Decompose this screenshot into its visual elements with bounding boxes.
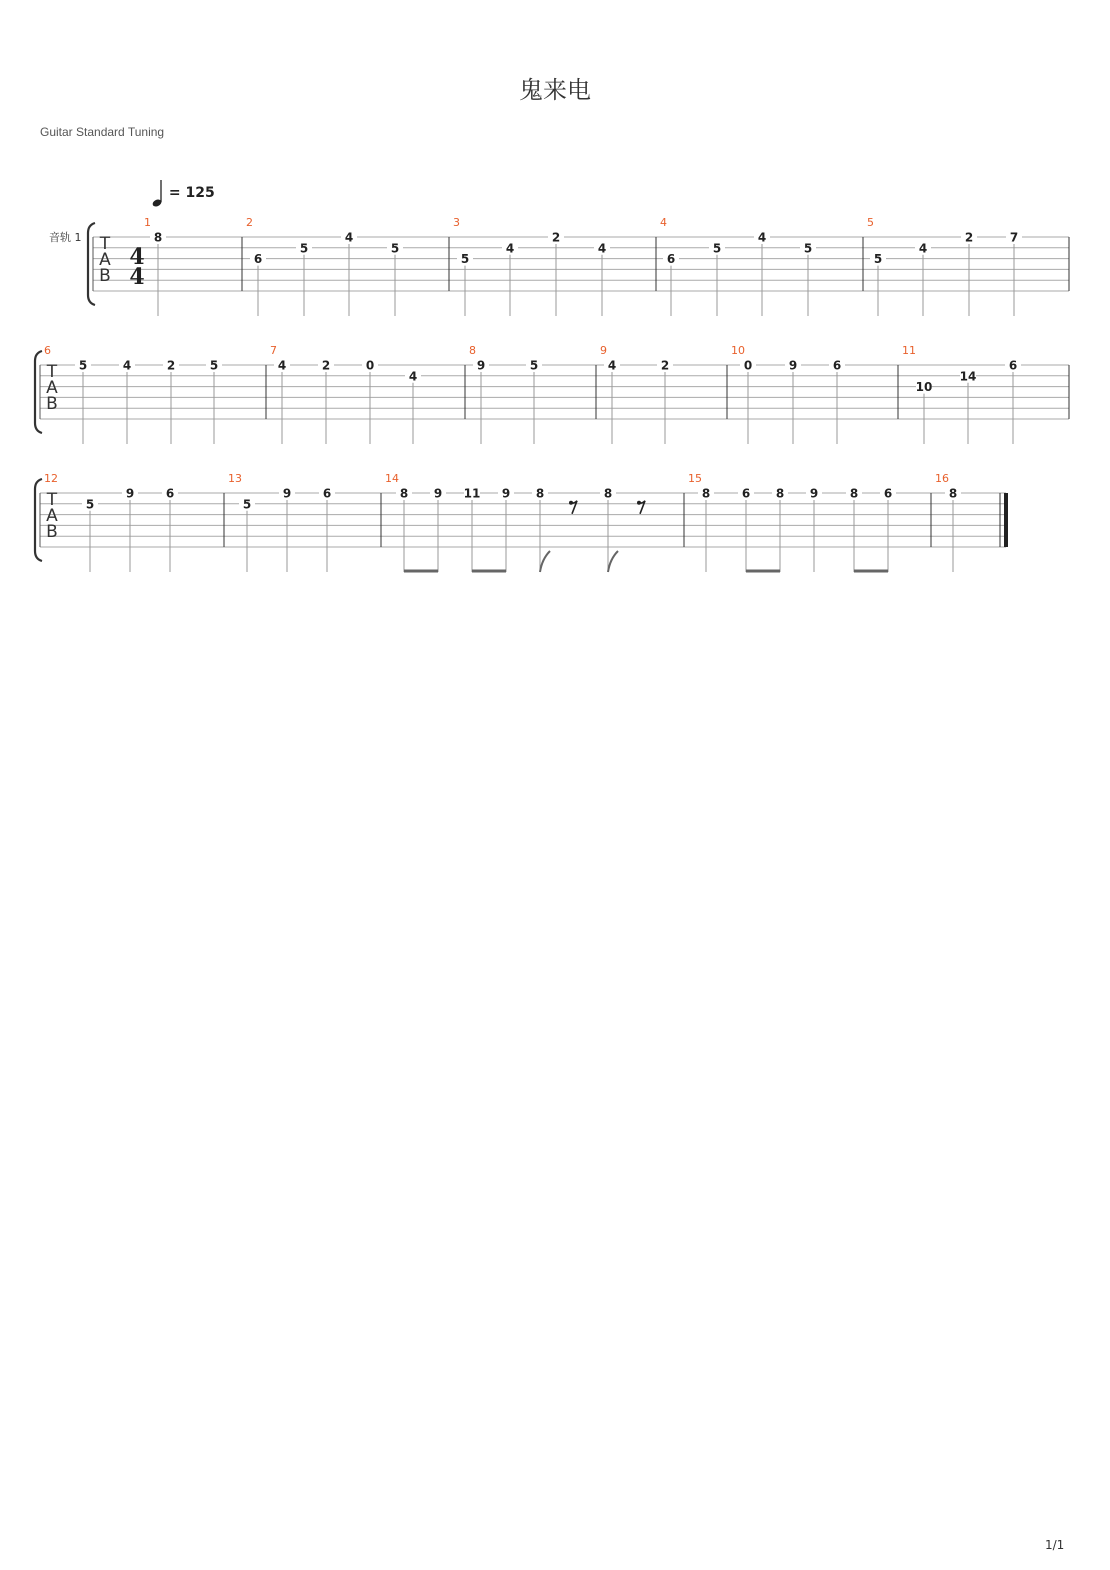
fret-number: 2 [551, 230, 561, 245]
fret-number: 6 [832, 358, 842, 373]
note-flag [540, 551, 550, 572]
tab-clef-letter: A [46, 506, 58, 526]
time-signature-top: 4 [129, 244, 145, 270]
fret-number: 8 [849, 486, 859, 501]
fret-number: 4 [757, 230, 767, 245]
measure-number: 8 [469, 344, 476, 357]
fret-number: 6 [883, 486, 893, 501]
measure-number: 4 [660, 216, 667, 229]
fret-number: 5 [529, 358, 539, 373]
fret-number: 8 [775, 486, 785, 501]
fret-number: 8 [948, 486, 958, 501]
fret-number: 5 [299, 241, 309, 256]
fret-number: 6 [165, 486, 175, 501]
tab-clef-letter: T [46, 362, 58, 382]
measure-number: 5 [867, 216, 874, 229]
track-name: 音轨 1 [49, 231, 82, 244]
fret-number: 9 [125, 486, 135, 501]
measure-number: 14 [385, 472, 399, 485]
fret-number: 2 [166, 358, 176, 373]
fret-number: 6 [666, 252, 676, 267]
fret-number: 6 [741, 486, 751, 501]
fret-number: 8 [701, 486, 711, 501]
tab-clef-letter: A [46, 378, 58, 398]
fret-number: 14 [959, 369, 977, 384]
fret-number: 0 [743, 358, 753, 373]
tab-clef-letter: B [46, 522, 58, 542]
note-beam [472, 570, 506, 573]
fret-number: 9 [476, 358, 486, 373]
measure-number: 1 [144, 216, 151, 229]
fret-number: 9 [282, 486, 292, 501]
fret-number: 5 [242, 497, 252, 512]
tab-clef-letter: T [99, 234, 111, 254]
measure-number: 9 [600, 344, 607, 357]
score-title: 鬼来电 [519, 76, 591, 104]
fret-number: 5 [78, 358, 88, 373]
time-signature-bottom: 4 [129, 264, 145, 290]
fret-number: 9 [501, 486, 511, 501]
note-flag [608, 551, 618, 572]
fret-number: 4 [344, 230, 354, 245]
fret-number: 4 [122, 358, 132, 373]
fret-number: 5 [85, 497, 95, 512]
fret-number: 4 [607, 358, 617, 373]
fret-number: 5 [209, 358, 219, 373]
fret-number: 2 [321, 358, 331, 373]
fret-number: 5 [390, 241, 400, 256]
measure-number: 15 [688, 472, 702, 485]
fret-number: 10 [915, 380, 933, 395]
eighth-rest-dot [569, 501, 573, 505]
note-beam [746, 570, 780, 573]
tempo-value: = 125 [168, 185, 215, 201]
fret-number: 4 [918, 241, 928, 256]
fret-number: 2 [964, 230, 974, 245]
fret-number: 4 [597, 241, 607, 256]
fret-number: 8 [153, 230, 163, 245]
measure-number: 12 [44, 472, 58, 485]
fret-number: 0 [365, 358, 375, 373]
fret-number: 9 [433, 486, 443, 501]
measure-number: 11 [902, 344, 916, 357]
fret-number: 7 [1009, 230, 1019, 245]
system-bracket [35, 351, 42, 433]
tab-clef-letter: B [46, 394, 58, 414]
fret-number: 8 [535, 486, 545, 501]
fret-number: 4 [408, 369, 418, 384]
fret-number: 9 [809, 486, 819, 501]
fret-number: 4 [505, 241, 515, 256]
fret-number: 8 [399, 486, 409, 501]
measure-number: 13 [228, 472, 242, 485]
fret-number: 6 [1008, 358, 1018, 373]
fret-number: 4 [277, 358, 287, 373]
fret-number: 9 [788, 358, 798, 373]
fret-number: 8 [603, 486, 613, 501]
tab-clef-letter: B [99, 266, 111, 286]
fret-number: 6 [253, 252, 263, 267]
tuning-label: Guitar Standard Tuning [40, 125, 165, 139]
note-beam [404, 570, 438, 573]
measure-number: 6 [44, 344, 51, 357]
measure-number: 7 [270, 344, 277, 357]
fret-number: 6 [322, 486, 332, 501]
tab-clef-letter: A [99, 250, 111, 270]
measure-number: 3 [453, 216, 460, 229]
note-beam [854, 570, 888, 573]
fret-number: 5 [873, 252, 883, 267]
fret-number: 5 [803, 241, 813, 256]
tab-clef-letter: T [46, 490, 58, 510]
page-number: 1/1 [1045, 1538, 1065, 1552]
system-bracket [35, 479, 42, 561]
measure-number: 10 [731, 344, 745, 357]
eighth-rest-dot [637, 501, 641, 505]
measure-number: 16 [935, 472, 949, 485]
measure-number: 2 [246, 216, 253, 229]
fret-number: 5 [460, 252, 470, 267]
fret-number: 5 [712, 241, 722, 256]
system-bracket [88, 223, 95, 305]
fret-number: 2 [660, 358, 670, 373]
fret-number: 11 [463, 486, 481, 501]
